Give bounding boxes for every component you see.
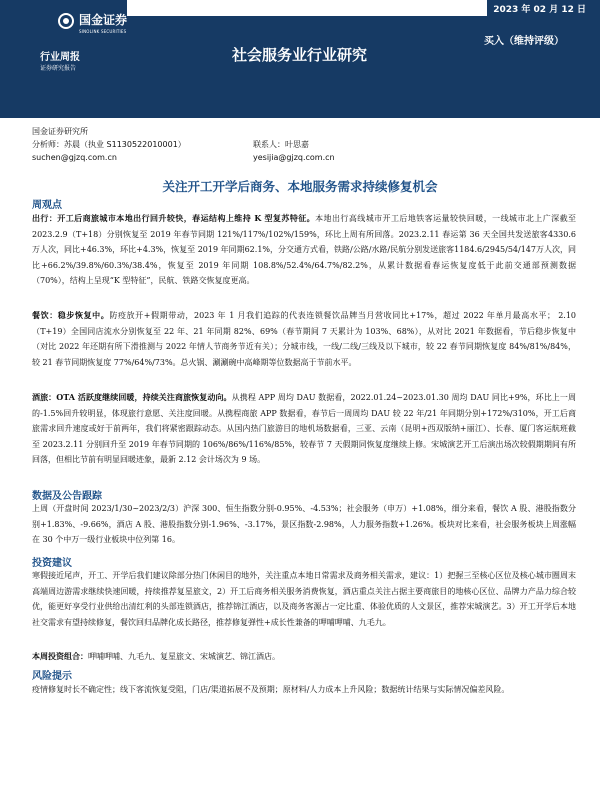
catering-lead: 餐饮：稳步恢复中。 <box>32 310 110 320</box>
paragraph-invest: 寒假接近尾声，开工、开学后我们建议除部分热门休闲目的地外，关注重点本地日常需求及商务相关需求，建议：1）把握三至核心区位及核心城市圈周末高端周边游需求继续快速回暖，持续推荐复星旅文，2）开工后商务相关服务消费恢复，酒店重点关注占据主要商旅目的地核心区位、品牌力产品力综合较优，能更好享受行业供给出清红利的头部连锁酒店，推荐锦江酒店，以及商务客源占一定比重、体验优质的人文景区，推荐宋城演艺。3）开工开学后本地社交需求有望持续修复，餐饮回归品牌化成长路径，推荐修复弹性+成长性兼备的呷哺呷哺、九毛九。 <box>32 571 576 627</box>
travel-lead: 出行：开工后商旅城市本地出行回升较快，春运结构上维持 K 型复苏特征。 <box>32 213 316 223</box>
section-heading-weekly: 周观点 <box>32 200 62 211</box>
institute-name: 国金证券研究所 <box>32 127 88 136</box>
top-white-strip <box>127 0 487 16</box>
analyst-email[interactable]: suchen@gjzq.com.cn <box>32 153 117 162</box>
paragraph-catering <box>32 308 576 370</box>
hotel-lead: 酒旅：OTA 活跃度继续回暖，持续关注商旅恢复动向。 <box>32 392 232 402</box>
hotel-body: 从携程 APP 周均 DAU 数据看，2022.01.24~2023.01.30 周均 DAU 同比+9%，环比上一周的-1.5%回升较明显，体现旅行意愿、关注度回暖。从携程商旅 APP 数据看，春节后一周周均 DAU 较 22 年/21 年同期分别+172%/310%，开工后商旅需求回升速度或好于前两年，我们将紧密跟踪动态。从国内热门旅游目的地机场数据看，三亚、云南（昆明+西双版纳+丽江）、长春、厦门客运航班截至 2023.2.11 分别回升至 2019 年春节同期的 106%/86%/116%/85%，较春节 7 天假期同恢复度继续上修。宋城演艺开工后演出场次较假期期间有所回落，但相比节前有明显回暖迹象，最新 2.12 会计场次为 9 场。 <box>32 393 576 464</box>
picks-lead: 本周投资组合： <box>32 651 88 661</box>
paragraph-hotel <box>32 390 576 468</box>
analyst-line: 分析师：苏晨（执业 S1130522010001） <box>32 140 186 149</box>
company-logo <box>58 10 127 32</box>
header-banner <box>0 0 600 118</box>
logo-english: SINOLINK SECURITIES <box>79 28 127 34</box>
main-title: 关注开工开学后商务、本地服务需求持续修复机会 <box>162 179 438 194</box>
report-date: 2023 年 02 月 12 日 <box>493 5 586 15</box>
contact-email[interactable]: yesijia@gjzq.com.cn <box>253 153 335 162</box>
rating-label: 买入（维持评级） <box>484 36 564 47</box>
section-heading-invest: 投资建议 <box>32 558 72 569</box>
paragraph-market: 上周（开盘时间 2023/1/30~2023/2/3）沪深 300、恒生指数分别-0.95%、-4.53%；社会服务（申万）+1.08%，细分来看，餐饮 A 股、港股指数分别+1.83%、-9.66%，酒店 A 股、港股指数分别-1.96%、-3.17%，景区指数-2.98%，人力服务指数+1.26%。板块对比来看，社会服务板块上周涨幅在 30 个中万一级行业板块中位列第 16。 <box>32 504 576 544</box>
paragraph-risk: 疫情修复时长不确定性；线下客流恢复受阻，门店/渠道拓展不及预期；原材料/人力成本上升风险；数据统计结果与实际情况偏差风险。 <box>32 685 510 694</box>
section-heading-risk: 风险提示 <box>32 671 72 682</box>
contact-line: 联系人：叶思嘉 <box>253 140 309 149</box>
industry-sub-label: 证券研究报告 <box>40 65 77 72</box>
travel-body: 本地出行高线城市开工后地铁客运量较快回暖，一线城市北上广深截至 2023.2.9（T+18）分别恢复至 2019 年春节同期 121%/117%/102%/159%，环比上周有所回落。2023.2.11 春运第 36 天全国共发送旅客4330.6 万人次，同比+46.3%，环比+4.3%，恢复至 2019 年同期62.1%，分交通方式看，铁路/公路/水路/民航分别发送旅客1184.6/2945/54/147万人次，同比+66.2%/39.8%/60.3%/38.4%，恢复至 2019 年同期 108.8%/52.4%/64.7%/82.2%，从累计数据看春运恢复度低于此前交通部预测数据（70%），结构上呈现“K 型特征”，民航、铁路交恢复度更高。 <box>32 214 576 285</box>
picks-body: 呷哺呷哺、九毛九、复星旅文、宋城演艺、锦江酒店。 <box>88 652 280 661</box>
logo-icon <box>58 13 74 29</box>
report-title: 社会服务业行业研究 <box>232 46 368 64</box>
catering-body: 防疫放开+假期带动，2023 年 1 月我们追踪的代表连锁餐饮品牌当月营收同比+17%，超过 2022 年单月最高水平； 2.10（T+19）全国同店流水分别恢复至 22 年、21 年同期 82%、69%（春节期间 7 天累计为 103%、68%），从对比 2021 年数据看，节后稳步恢复中（对比 2022 年还期有所下滑推测与 2022 年情人节商务节近有关）；分城市线，一线/二线/三线及以下城市，较 22 春节同期恢复度 84%/81%/84%，较 21 春节同期恢复度 77%/64%/73%。总火锅、涮涮碗中高峰期等位数据高于节前水平。 <box>32 311 577 367</box>
logo-name: 国金证券 <box>79 12 128 27</box>
industry-label: 行业周报 <box>40 52 80 63</box>
section-heading-market: 数据及公告跟踪 <box>32 491 102 502</box>
paragraph-picks <box>32 649 576 665</box>
paragraph-travel <box>32 211 576 289</box>
